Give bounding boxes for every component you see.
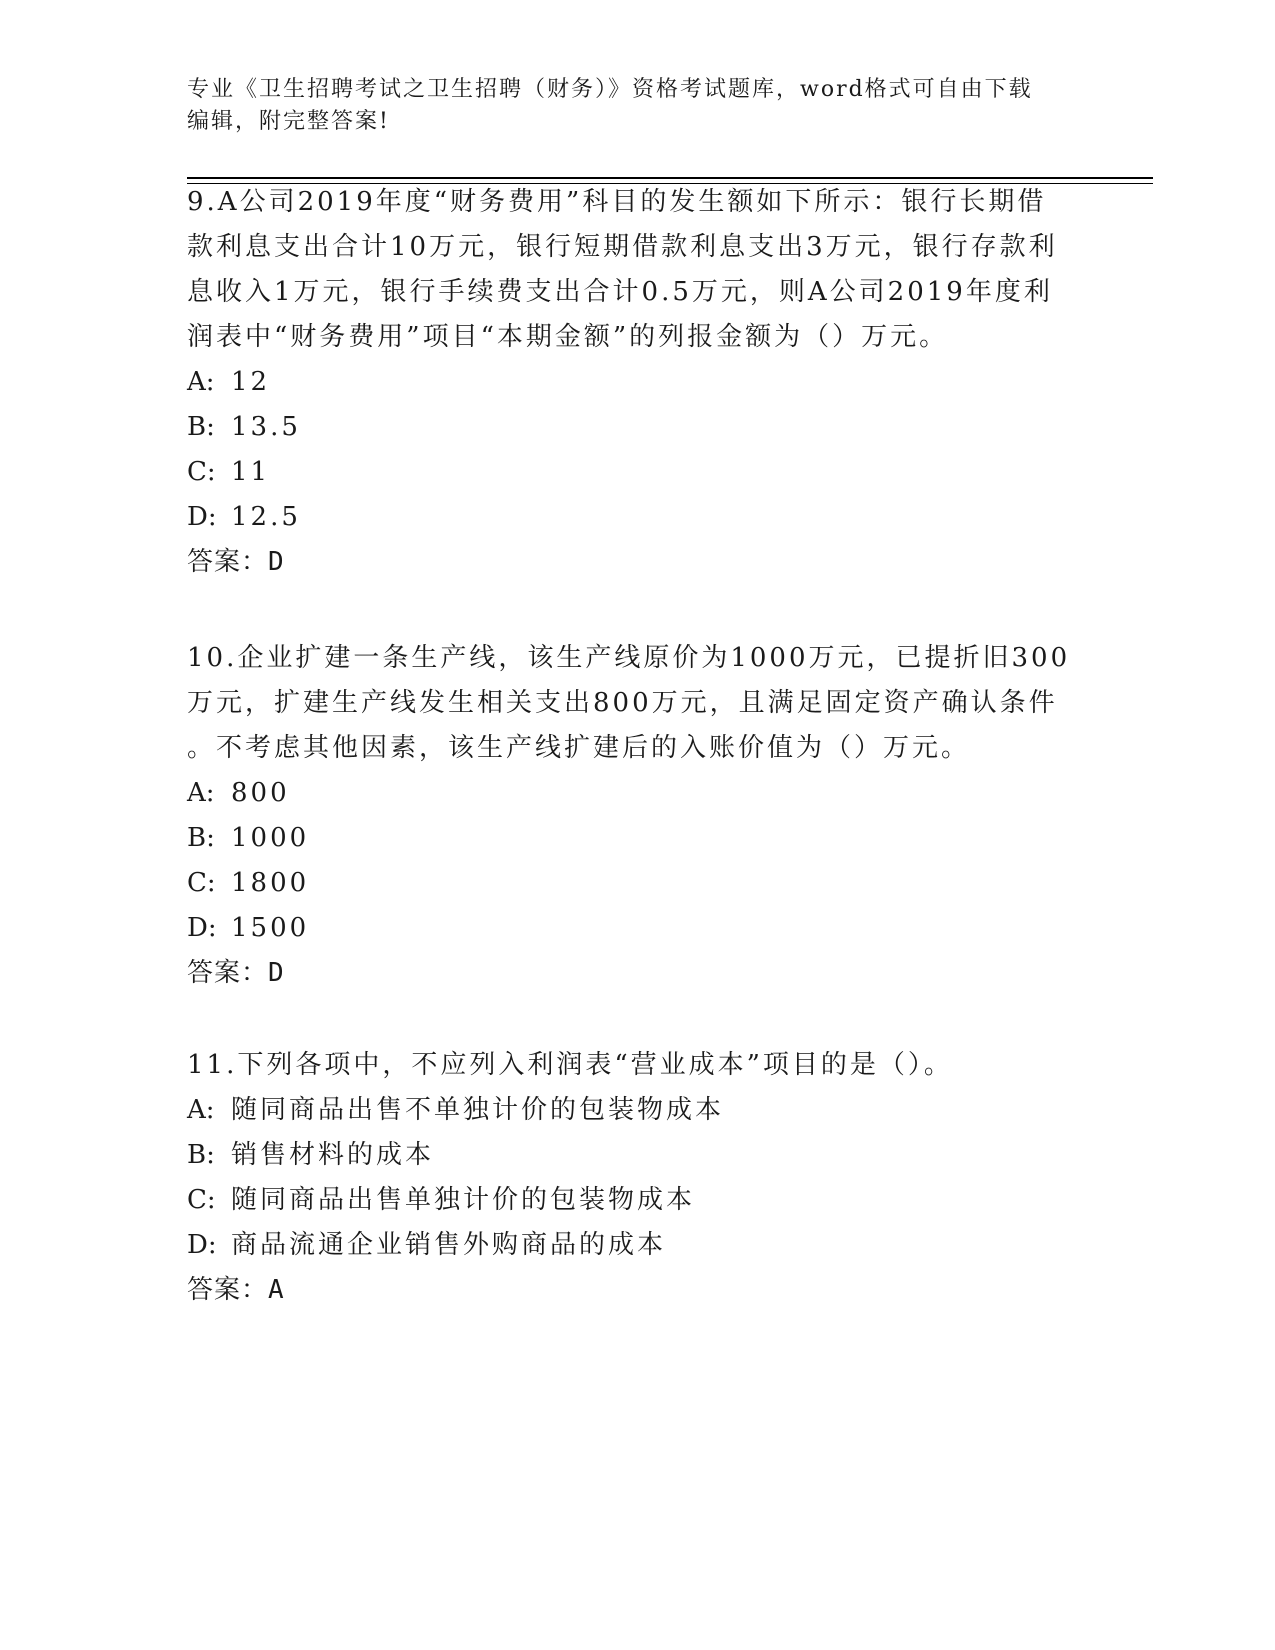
document-header — [187, 74, 1067, 138]
option-key: B: — [187, 823, 215, 853]
answer-label: 答案： — [187, 1275, 269, 1305]
answer-label: 答案： — [187, 958, 269, 988]
option-text: 1500 — [231, 913, 310, 943]
question-stem-line: 10.企业扩建一条生产线，该生产线原价为1000万元，已提折旧300 — [187, 643, 1071, 673]
option-text: 随同商品出售单独计价的包装物成本 — [231, 1185, 696, 1215]
option-key: C: — [187, 457, 216, 487]
option-b — [187, 405, 1087, 450]
option-key: B: — [187, 412, 215, 442]
answer-line — [187, 540, 1087, 585]
question-10 — [187, 636, 1087, 996]
option-key: C: — [187, 1185, 216, 1215]
question-stem-line: 万元，扩建生产线发生相关支出800万元，且满足固定资产确认条件 — [187, 688, 1058, 718]
question-stem-line: 9.A公司2019年度“财务费用”科目的发生额如下所示：银行长期借 — [187, 187, 1047, 217]
answer-value: D — [268, 958, 285, 988]
question-11 — [187, 1043, 1087, 1313]
option-d — [187, 1223, 1087, 1268]
question-stem-line: 款利息支出合计10万元，银行短期借款利息支出3万元，银行存款利 — [187, 232, 1058, 262]
option-key: A: — [187, 778, 215, 808]
option-b — [187, 1133, 1087, 1178]
option-c — [187, 450, 1087, 495]
header-divider-thick — [187, 177, 1153, 179]
option-a — [187, 360, 1087, 405]
header-line-2: 编辑，附完整答案! — [187, 109, 390, 134]
option-b — [187, 816, 1087, 861]
option-d — [187, 495, 1087, 540]
option-key: D: — [187, 502, 217, 532]
answer-line — [187, 1268, 1087, 1313]
option-a — [187, 1088, 1087, 1133]
header-line-1: 专业《卫生招聘考试之卫生招聘（财务）》资格考试题库，word格式可自由下载 — [187, 77, 1033, 102]
option-key: A: — [187, 1095, 215, 1125]
question-stem-line: 11.下列各项中，不应列入利润表“营业成本”项目的是（）。 — [187, 1050, 953, 1080]
question-stem-line: 润表中“财务费用”项目“本期金额”的列报金额为（）万元。 — [187, 322, 949, 352]
option-key: D: — [187, 913, 217, 943]
option-key: A: — [187, 367, 215, 397]
option-key: C: — [187, 868, 216, 898]
option-a — [187, 771, 1087, 816]
answer-value: D — [268, 547, 285, 577]
option-text: 13.5 — [231, 412, 301, 442]
option-text: 11 — [231, 457, 271, 487]
option-text: 销售材料的成本 — [231, 1140, 435, 1170]
answer-value: A — [268, 1275, 285, 1305]
question-9 — [187, 180, 1087, 585]
option-text: 12 — [231, 367, 271, 397]
question-stem-line: 息收入1万元，银行手续费支出合计0.5万元，则A公司2019年度利 — [187, 277, 1053, 307]
answer-line — [187, 951, 1087, 996]
option-text: 1800 — [231, 868, 310, 898]
option-c — [187, 1178, 1087, 1223]
option-key: B: — [187, 1140, 215, 1170]
option-text: 12.5 — [231, 502, 301, 532]
option-text: 随同商品出售不单独计价的包装物成本 — [231, 1095, 725, 1125]
answer-label: 答案： — [187, 547, 269, 577]
option-c — [187, 861, 1087, 906]
question-stem-line: 。不考虑其他因素，该生产线扩建后的入账价值为（）万元。 — [187, 733, 971, 763]
option-text: 1000 — [231, 823, 310, 853]
option-text: 商品流通企业销售外购商品的成本 — [231, 1230, 667, 1260]
option-d — [187, 906, 1087, 951]
option-text: 800 — [231, 778, 290, 808]
option-key: D: — [187, 1230, 217, 1260]
